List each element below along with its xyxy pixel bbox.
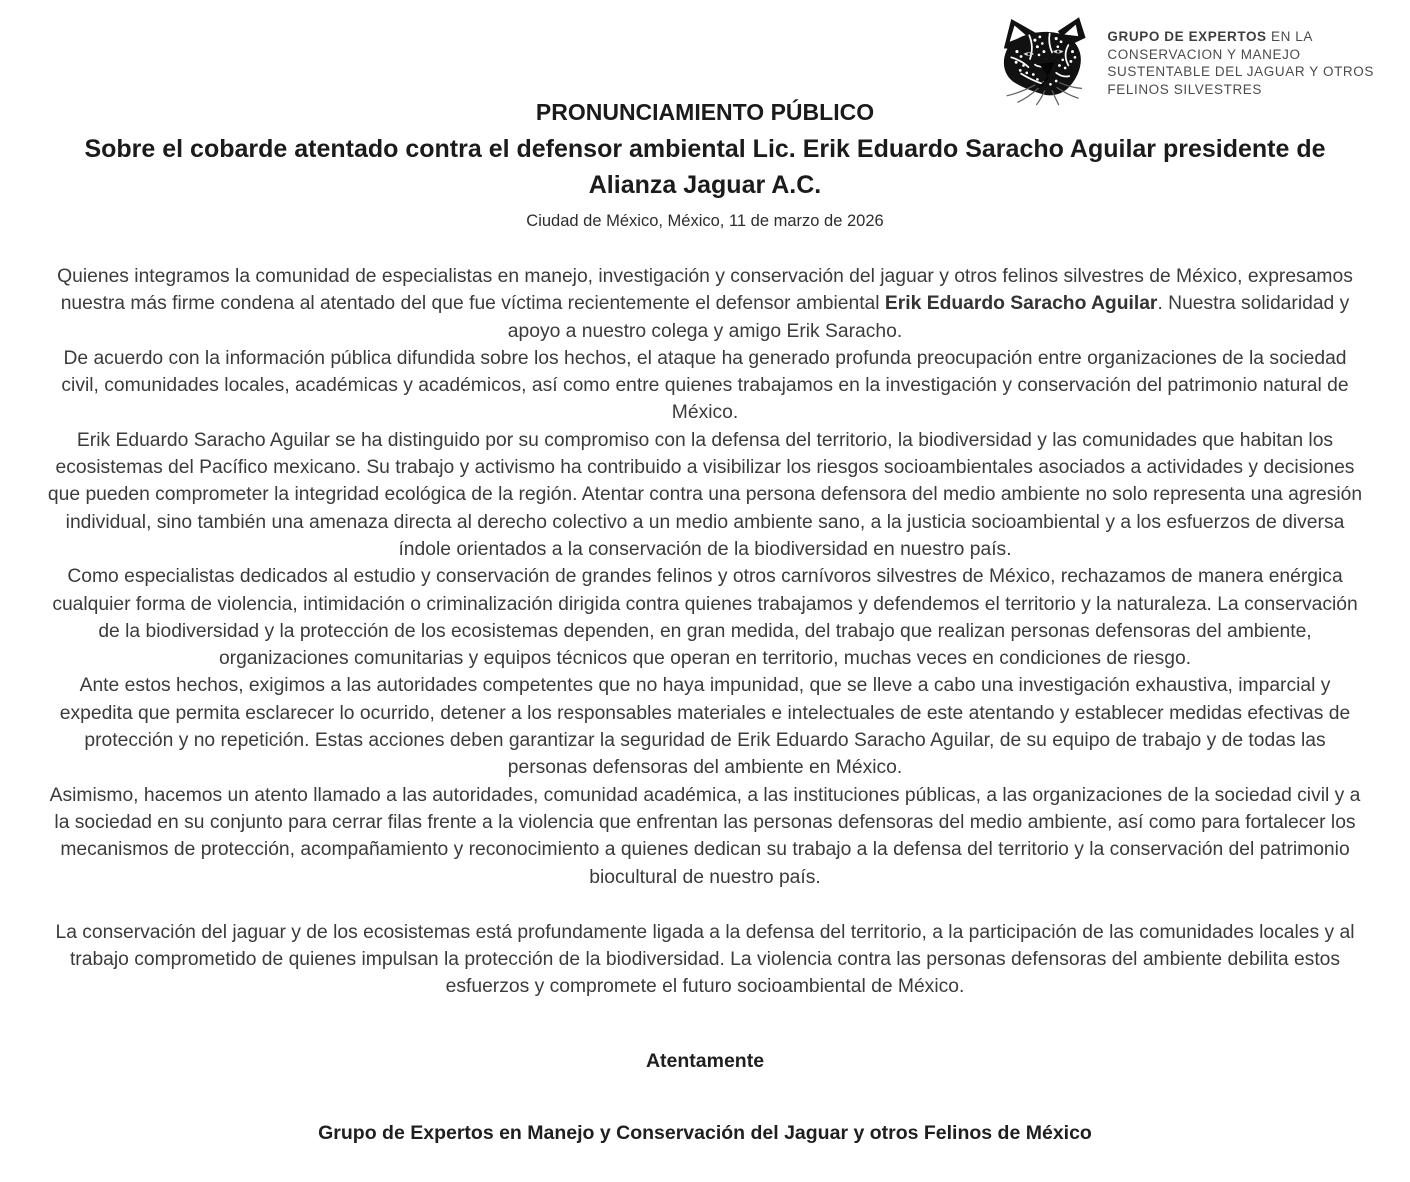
paragraph-1-text: Quienes integramos la comunidad de especialistas en manejo, investigación y conservación del jaguar y otros felinos silvestres de México, expresamos nuestra más firme condena al atentado del que fue víctima recientemente el defensor ambiental — [57, 266, 1353, 315]
signature-line: Grupo de Expertos en Manejo y Conservación del Jaguar y otros Felinos de México — [318, 1121, 1092, 1144]
organization-name — [1107, 28, 1374, 98]
organization-name-line3: SUSTENTABLE DEL JAGUAR Y OTROS — [1107, 64, 1374, 79]
paragraph-1 — [44, 263, 1366, 345]
organization-name-rest: EN LA — [1266, 29, 1314, 44]
paragraph-1-text-end: . Nuestra solidaridad y apoyo a nuestro colega y amigo Erik Saracho. — [507, 293, 1350, 342]
organization-name-line4: FELINOS SILVESTRES — [1107, 81, 1263, 97]
organization-name-line2: CONSERVACION Y MANEJO — [1107, 46, 1301, 62]
paragraph-3: Erik Eduardo Saracho Aguilar se ha distinguido por su compromiso con la defensa del territorio, la biodiversidad y las comunidades que habitan los ecosistemas del Pacífico mexicano. Su trabajo y activismo ha contribuido a visibilizar los riesgos socioambientales asociados a actividades y decisiones que pueden comprometer la integridad ecológica de la región. Atentar contra una persona defensora del medio ambiente no solo representa una agresión individual, sino también una amenaza directa al derecho colectivo a un medio ambiente sano, a la justicia socioambiental y a los esfuerzos de diversa índole orientados a la conservación de la biodiversidad en nuestro país. — [47, 429, 1363, 560]
paragraph-5: Ante estos hechos, exigimos a las autoridades competentes que no haya impunidad, que se lleve a cabo una investigación exhaustiva, imparcial y expedita que permita esclarecer lo ocurrido, detener a los responsables materiales e intelectuales de este atentando y establecer medidas efectivas de protección y no repetición. Estas acciones deben garantizar la seguridad de Erik Eduardo Saracho Aguilar, de su equipo de trabajo y de todas las personas defensoras del ambiente en México. — [59, 675, 1351, 779]
organization-logo — [999, 12, 1374, 110]
document-subtitle: Sobre el cobarde atentado contra el defensor ambiental Lic. Erik Eduardo Saracho Aguilar presidente de Alianza Jaguar A.C. — [84, 135, 1326, 199]
paragraph-2: De acuerdo con la información pública difundida sobre los hechos, el ataque ha generado profunda preocupación entre organizaciones de la sociedad civil, comunidades locales, académicas y académicos, así como entre quienes trabajamos en la investigación y conservación del patrimonio natural de México. — [61, 347, 1349, 424]
paragraph-1-bold-name: Erik Eduardo Saracho Aguilar — [884, 293, 1158, 315]
salutation: Atentamente — [645, 1049, 765, 1072]
organization-name-bold: GRUPO DE EXPERTOS — [1107, 29, 1267, 44]
dateline: Ciudad de México, México, 11 de marzo de 2026 — [526, 212, 884, 230]
paragraph-7: La conservación del jaguar y de los ecosistemas está profundamente ligada a la defensa del territorio, a la participación de las comunidades locales y al trabajo comprometido de quienes impulsan la protección de la biodiversidad. La violencia contra las personas defensoras del ambiente debilita estos esfuerzos y compromete el futuro socioambiental de México. — [55, 921, 1355, 998]
organization-name-line1 — [1107, 28, 1374, 46]
body-text — [44, 263, 1366, 1001]
jaguar-head-icon — [999, 12, 1097, 110]
document-title: PRONUNCIAMIENTO PÚBLICO — [535, 99, 875, 125]
paragraph-4: Como especialistas dedicados al estudio y conservación de grandes felinos y otros carnívoros silvestres de México, rechazamos de manera enérgica cualquier forma de violencia, intimidación o criminalización dirigida contra quienes trabajamos y defendemos el territorio y la naturaleza. La conservación de la biodiversidad y la protección de los ecosistemas dependen, en gran medida, del trabajo que realizan personas defensoras del ambiente, organizaciones comunitarias y equipos técnicos que operan en territorio, muchas veces en condiciones de riesgo. — [52, 566, 1358, 670]
paragraph-6: Asimismo, hacemos un atento llamado a las autoridades, comunidad académica, a las instituciones públicas, a las organizaciones de la sociedad civil y a la sociedad en su conjunto para cerrar filas frente a la violencia que enfrentan las personas defensoras del medio ambiente, así como para fortalecer los mecanismos de protección, acompañamiento y reconocimiento a quienes dedican su trabajo a la defensa del territorio y la conservación del patrimonio biocultural de nuestro país. — [49, 784, 1361, 888]
